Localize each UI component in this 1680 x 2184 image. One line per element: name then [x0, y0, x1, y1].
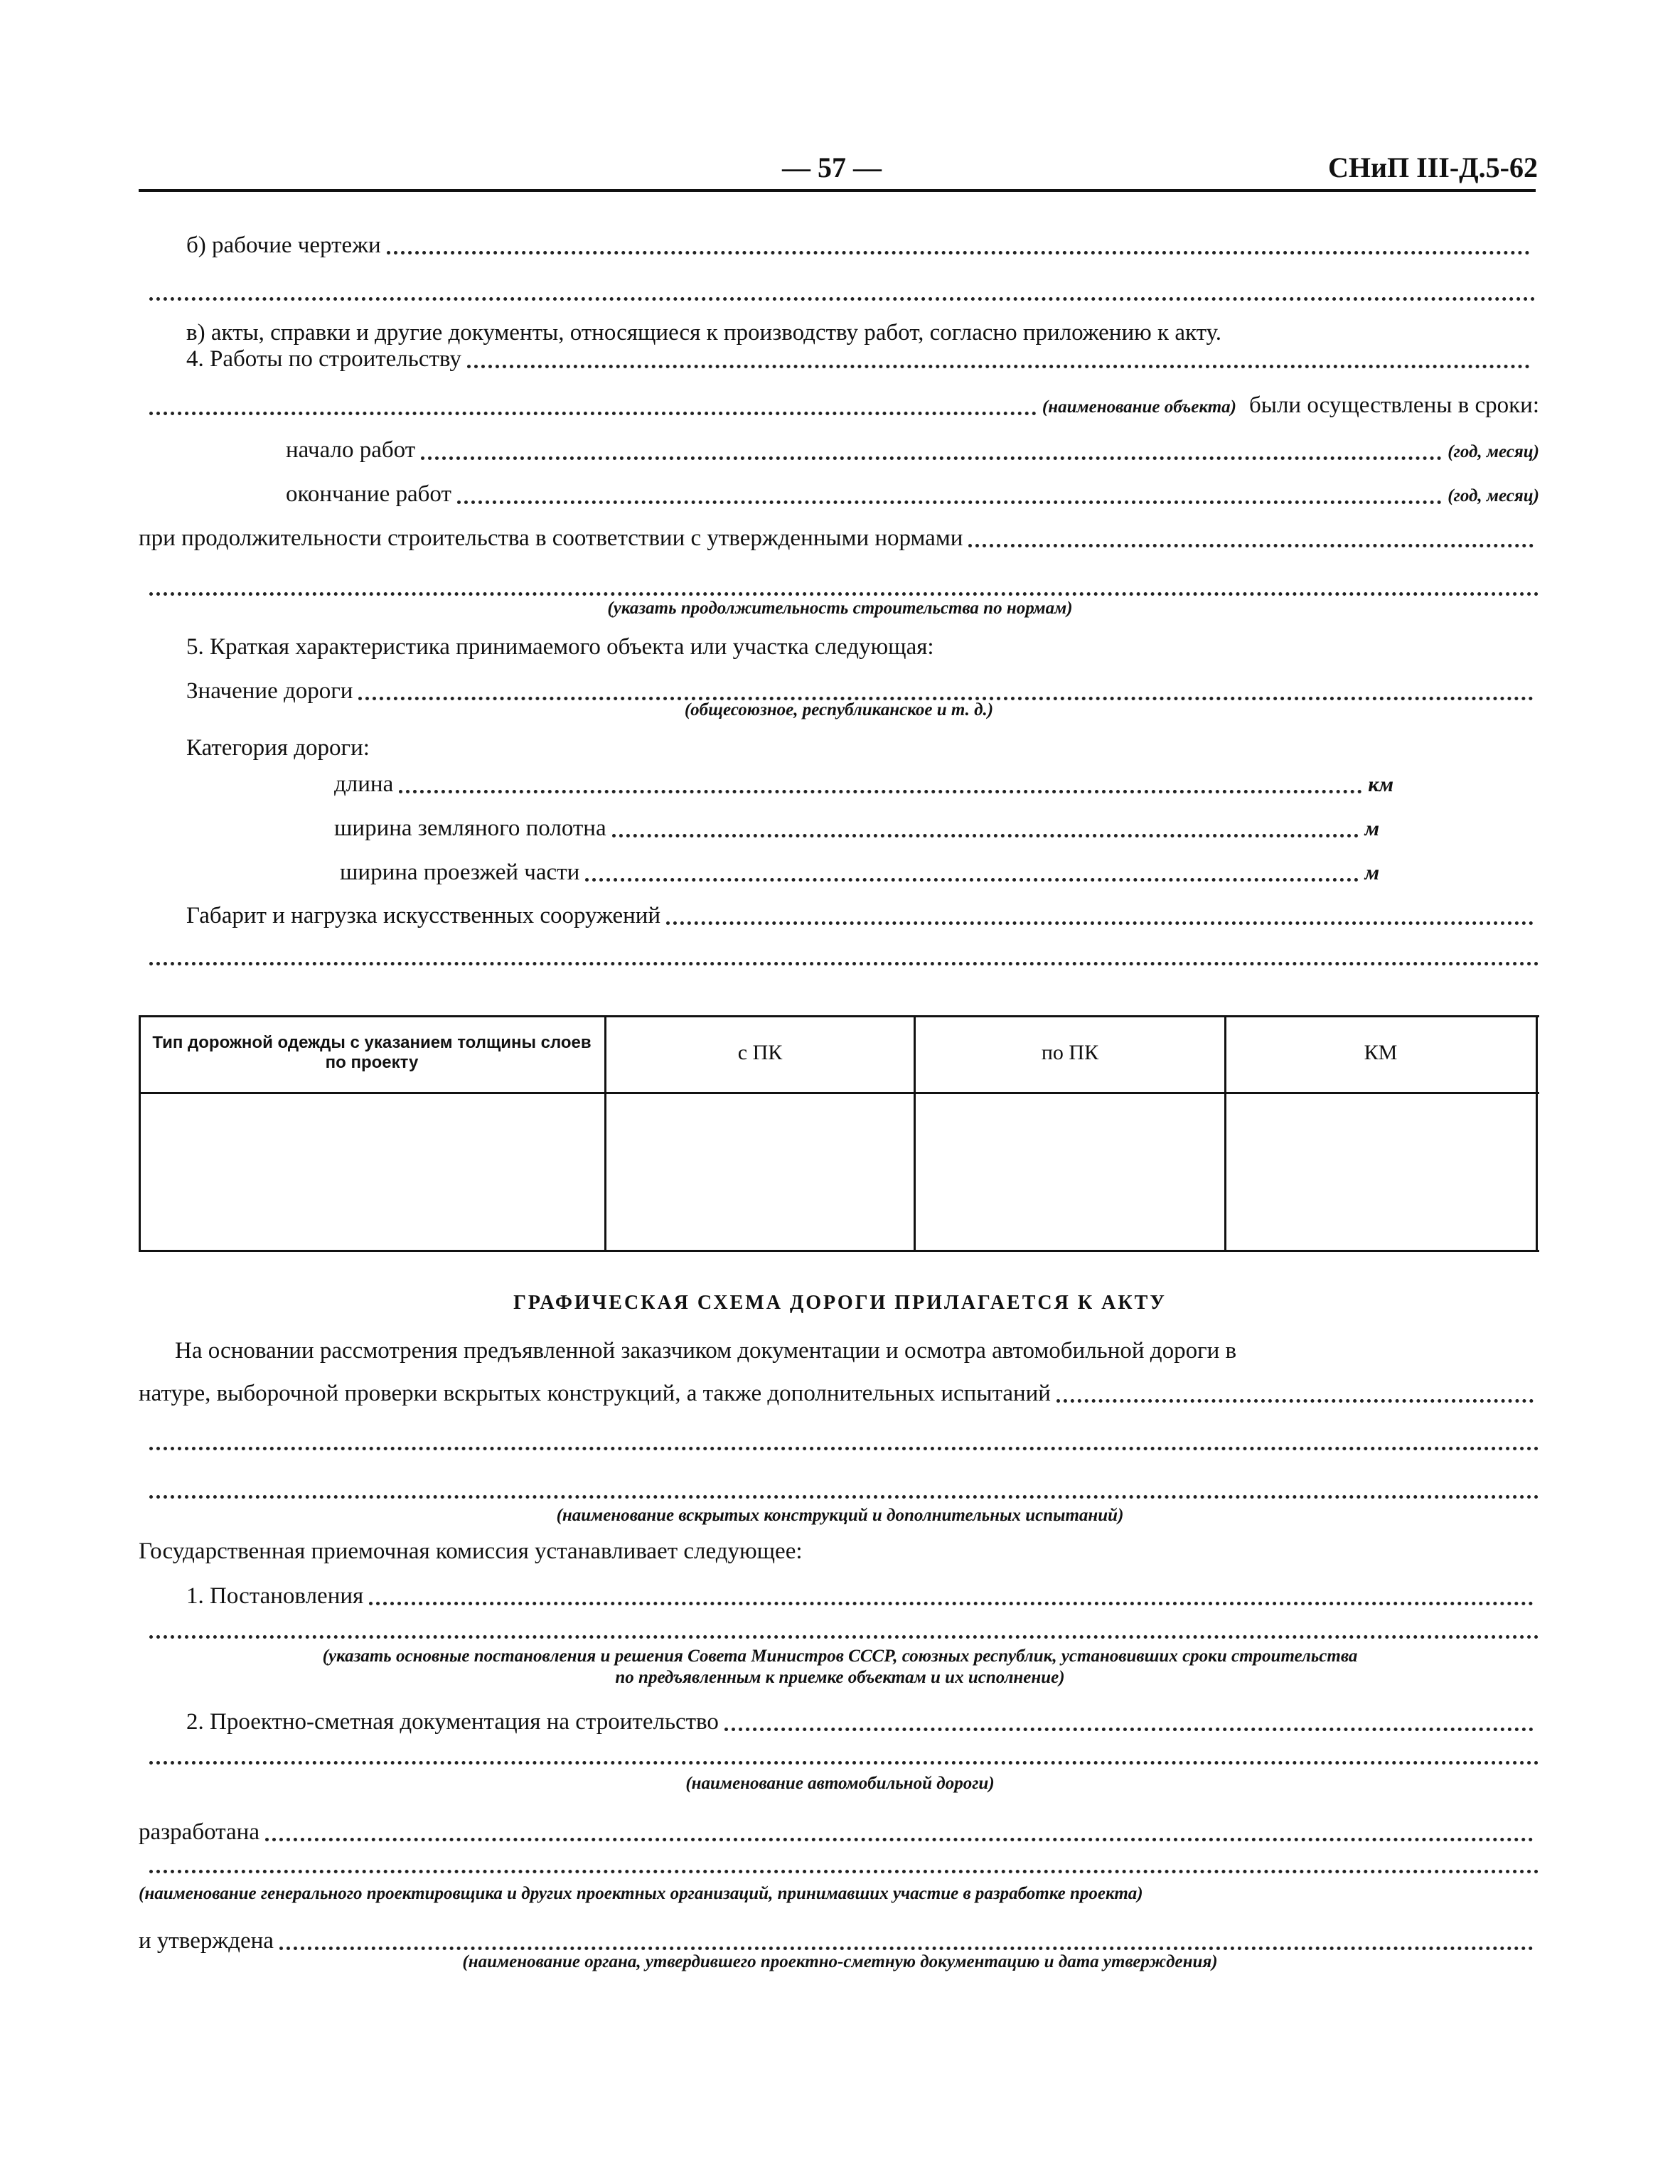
- fill-field-working-drawings-2[interactable]: [149, 297, 1536, 301]
- fill-field-duration-2[interactable]: [149, 592, 1539, 596]
- table-cell-pavement-type[interactable]: [142, 1095, 603, 1248]
- basis-line-1: На основании рассмотрения предъявленной заказчиком документации и осмотра автомобильной дороги в: [175, 1338, 1237, 1364]
- fill-field-start[interactable]: [421, 456, 1442, 460]
- section-5-title: 5. Краткая характеристика принимаемого объекта или участка следующая:: [186, 634, 934, 660]
- unit-subgrade-width: м: [1364, 817, 1379, 840]
- fill-field-opened-2[interactable]: [149, 1495, 1539, 1499]
- label-works: 4. Работы по строительству: [186, 346, 461, 372]
- table-header-to-pk: [917, 1021, 1223, 1085]
- line-developed: [139, 1818, 1539, 1846]
- caption-road-value: (общесоюзное, республиканское и т. д.): [684, 700, 994, 719]
- fill-field-duration[interactable]: [968, 544, 1534, 547]
- fill-field-length[interactable]: [399, 790, 1362, 793]
- line-carriageway-width: [340, 858, 1379, 887]
- label-developed: разработана: [139, 1819, 260, 1845]
- line-design-docs: [186, 1708, 1539, 1736]
- label-road-value: Значение дороги: [186, 678, 353, 704]
- line-gabarit: [186, 901, 1539, 930]
- line-object-name: [149, 391, 1539, 422]
- fill-field-gabarit[interactable]: [666, 921, 1534, 925]
- fill-field-gabarit-2[interactable]: [149, 962, 1539, 965]
- label-length: длина: [334, 771, 394, 797]
- table-rule-top: [139, 1015, 1539, 1017]
- document-code: СНиП III-Д.5-62: [1327, 151, 1538, 183]
- caption-resolutions-2: по предъявленным к приемке объектам и их исполнение): [615, 1668, 1065, 1687]
- label-road-category: Категория дороги:: [186, 735, 370, 761]
- table-header-to-pk-text: по ПК: [1041, 1041, 1099, 1064]
- line-works: [186, 345, 1536, 373]
- unit-carriageway-width: м: [1364, 861, 1379, 884]
- scheme-heading: ГРАФИЧЕСКАЯ СХЕМА ДОРОГИ ПРИЛАГАЕТСЯ К АКТУ: [513, 1292, 1167, 1314]
- table-rule-header: [139, 1092, 1539, 1094]
- table-header-km-text: КМ: [1364, 1041, 1398, 1064]
- fill-field-resolutions[interactable]: [369, 1602, 1534, 1605]
- caption-end-year-month: (год, месяц): [1448, 486, 1539, 505]
- line-end: [286, 480, 1539, 510]
- caption-object-name: (наименование объекта): [1042, 397, 1236, 417]
- label-resolutions: 1. Постановления: [186, 1583, 364, 1609]
- fill-field-developed[interactable]: [265, 1838, 1534, 1841]
- line-start: [286, 436, 1539, 466]
- fill-field-end[interactable]: [457, 500, 1442, 504]
- fill-field-resolutions-2[interactable]: [149, 1635, 1539, 1639]
- fill-field-road-name[interactable]: [149, 1761, 1539, 1765]
- line-subgrade-width: [334, 814, 1379, 843]
- fill-field-approved[interactable]: [279, 1947, 1534, 1950]
- caption-road-name: (наименование автомобильной дороги): [685, 1774, 995, 1793]
- table-cell-from-pk[interactable]: [608, 1095, 912, 1248]
- caption-duration: (указать продолжительность строительства по нормам): [607, 599, 1073, 618]
- unit-length: км: [1368, 773, 1393, 796]
- line-duration: [139, 524, 1539, 552]
- table-header-km: [1228, 1021, 1534, 1085]
- label-carried-out: были осуществлены в сроки:: [1248, 392, 1539, 418]
- caption-resolutions-1: (указать основные постановления и решения Совета Министров СССР, союзных республик, установивших сроки строительства: [322, 1647, 1358, 1666]
- label-approved: и утверждена: [139, 1928, 274, 1954]
- page-number: — 57 —: [782, 151, 882, 183]
- fill-field-object-name[interactable]: [149, 412, 1037, 415]
- table-border-left: [139, 1015, 141, 1252]
- line-length: [334, 770, 1393, 799]
- label-working-drawings: б) рабочие чертежи: [186, 232, 381, 258]
- label-gabarit: Габарит и нагрузка искусственных сооружений: [186, 903, 661, 928]
- caption-opened: (наименование вскрытых конструкций и дополнительных испытаний): [556, 1506, 1124, 1525]
- table-divider-2: [914, 1015, 916, 1252]
- label-carriageway-width: ширина проезжей части: [340, 860, 580, 885]
- table-header-from-pk-text: с ПК: [737, 1041, 783, 1064]
- fill-field-carriageway-width[interactable]: [585, 878, 1359, 882]
- line-approved: [139, 1927, 1539, 1955]
- table-border-right: [1536, 1015, 1538, 1252]
- fill-field-road-value[interactable]: [358, 697, 1534, 700]
- label-duration: при продолжительности строительства в соответствии с утвержденными нормами: [139, 525, 963, 551]
- header-rule: [139, 189, 1536, 192]
- line-basis-2: [139, 1379, 1539, 1408]
- fill-field-subgrade-width[interactable]: [612, 834, 1359, 837]
- table-divider-1: [604, 1015, 606, 1252]
- table-divider-3: [1224, 1015, 1226, 1252]
- caption-approver: (наименование органа, утвердившего проектно-сметную документацию и дата утверждения): [462, 1952, 1218, 1971]
- label-start: начало работ: [286, 437, 416, 463]
- caption-developer: (наименование генерального проектировщика и других проектных организаций, принимавших участие в разработке проекта): [139, 1884, 1143, 1903]
- table-rule-bottom: [139, 1250, 1539, 1252]
- fill-field-works[interactable]: [467, 365, 1530, 368]
- line-acts: в) акты, справки и другие документы, относящиеся к производству работ, согласно приложению к акту.: [186, 320, 1221, 346]
- fill-field-design-docs[interactable]: [724, 1728, 1534, 1731]
- table-header-from-pk: [608, 1021, 912, 1085]
- line-working-drawings: [186, 231, 1536, 259]
- label-end: окончание работ: [286, 481, 451, 507]
- table-cell-km[interactable]: [1228, 1095, 1534, 1248]
- label-subgrade-width: ширина земляного полотна: [334, 815, 606, 841]
- table-header-pavement-type: [144, 1021, 599, 1085]
- caption-start-year-month: (год, месяц): [1448, 442, 1539, 461]
- fill-field-basis[interactable]: [1056, 1399, 1534, 1403]
- basis-line-2: натуре, выборочной проверки вскрытых конструкций, а также дополнительных испытаний: [139, 1381, 1051, 1406]
- commission-line: Государственная приемочная комиссия устанавливает следующее:: [139, 1538, 803, 1564]
- fill-field-opened-1[interactable]: [149, 1447, 1539, 1450]
- fill-field-developer[interactable]: [149, 1870, 1539, 1873]
- pavement-table: [139, 1015, 1539, 1252]
- table-header-pavement-type-text: Тип дорожной одежды с указанием толщины слоев по проекту: [152, 1033, 592, 1072]
- table-cell-to-pk[interactable]: [917, 1095, 1223, 1248]
- label-design-docs: 2. Проектно-сметная документация на строительство: [186, 1709, 719, 1735]
- fill-field-working-drawings[interactable]: [387, 251, 1530, 255]
- line-resolutions: [186, 1582, 1539, 1610]
